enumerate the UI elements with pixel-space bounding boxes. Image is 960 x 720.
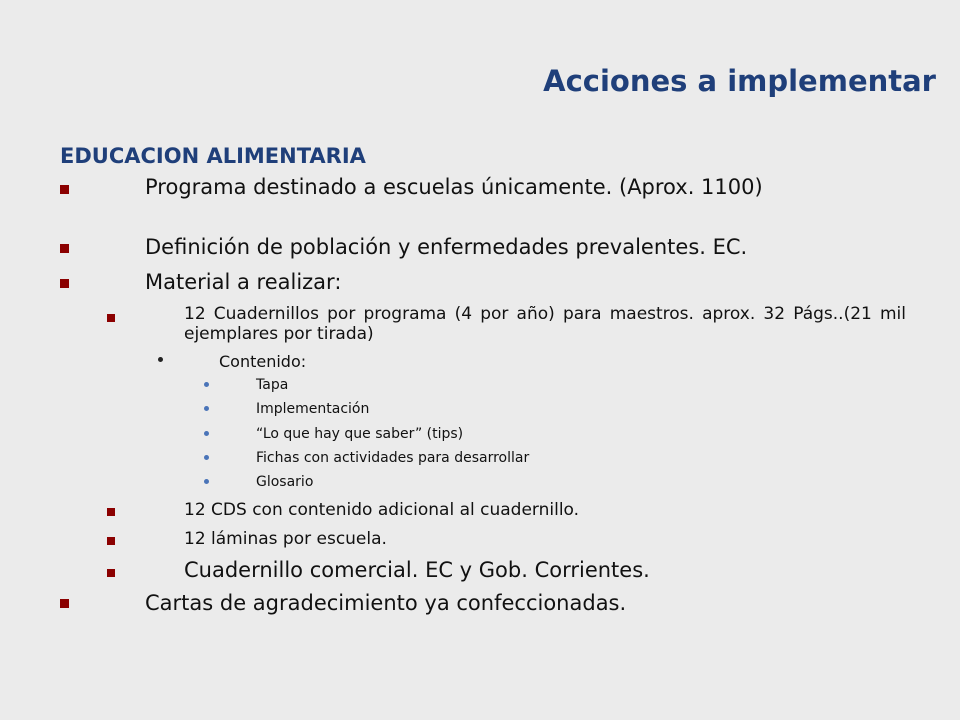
- bullet-text: Cuadernillo comercial. EC y Gob. Corrientes.: [184, 558, 650, 582]
- dot-bullet-icon: [204, 479, 209, 484]
- bullet-text: Implementación: [256, 401, 370, 417]
- bullet-text: Cartas de agradecimiento ya confeccionadas.: [145, 591, 627, 615]
- dot-bullet-icon: [204, 431, 209, 436]
- bullet-text: Glosario: [256, 474, 314, 490]
- dot-bullet-icon: [204, 382, 209, 387]
- section-heading: EDUCACION ALIMENTARIA: [60, 144, 366, 168]
- bullet-text: Material a realizar:: [145, 270, 342, 294]
- bullet-text: Definición de población y enfermedades prevalentes. EC.: [145, 235, 748, 259]
- square-bullet-icon: [107, 569, 115, 577]
- bullet-text: Tapa: [256, 377, 289, 393]
- square-bullet-icon: [60, 599, 69, 608]
- bullet-text: Contenido:: [219, 352, 307, 371]
- bullet-text: 12 láminas por escuela.: [184, 529, 387, 549]
- dot-bullet-icon: [204, 406, 209, 411]
- square-bullet-icon: [107, 314, 115, 322]
- square-bullet-icon: [60, 185, 69, 194]
- bullet-text: 12 Cuadernillos por programa (4 por año) para maestros. aprox. 32 Págs..(21 mil ejemplares por tirada): [184, 304, 906, 344]
- dot-bullet-icon: [158, 357, 163, 362]
- square-bullet-icon: [60, 279, 69, 288]
- bullet-text: 12 CDS con contenido adicional al cuadernillo.: [184, 500, 580, 520]
- bullet-text: Fichas con actividades para desarrollar: [256, 450, 530, 466]
- bullet-text: Programa destinado a escuelas únicamente. (Aprox. 1100): [145, 175, 763, 199]
- bullet-text: “Lo que hay que saber” (tips): [256, 426, 464, 442]
- square-bullet-icon: [107, 508, 115, 516]
- slide-title: Acciones a implementar: [543, 64, 936, 98]
- square-bullet-icon: [107, 537, 115, 545]
- square-bullet-icon: [60, 244, 69, 253]
- dot-bullet-icon: [204, 455, 209, 460]
